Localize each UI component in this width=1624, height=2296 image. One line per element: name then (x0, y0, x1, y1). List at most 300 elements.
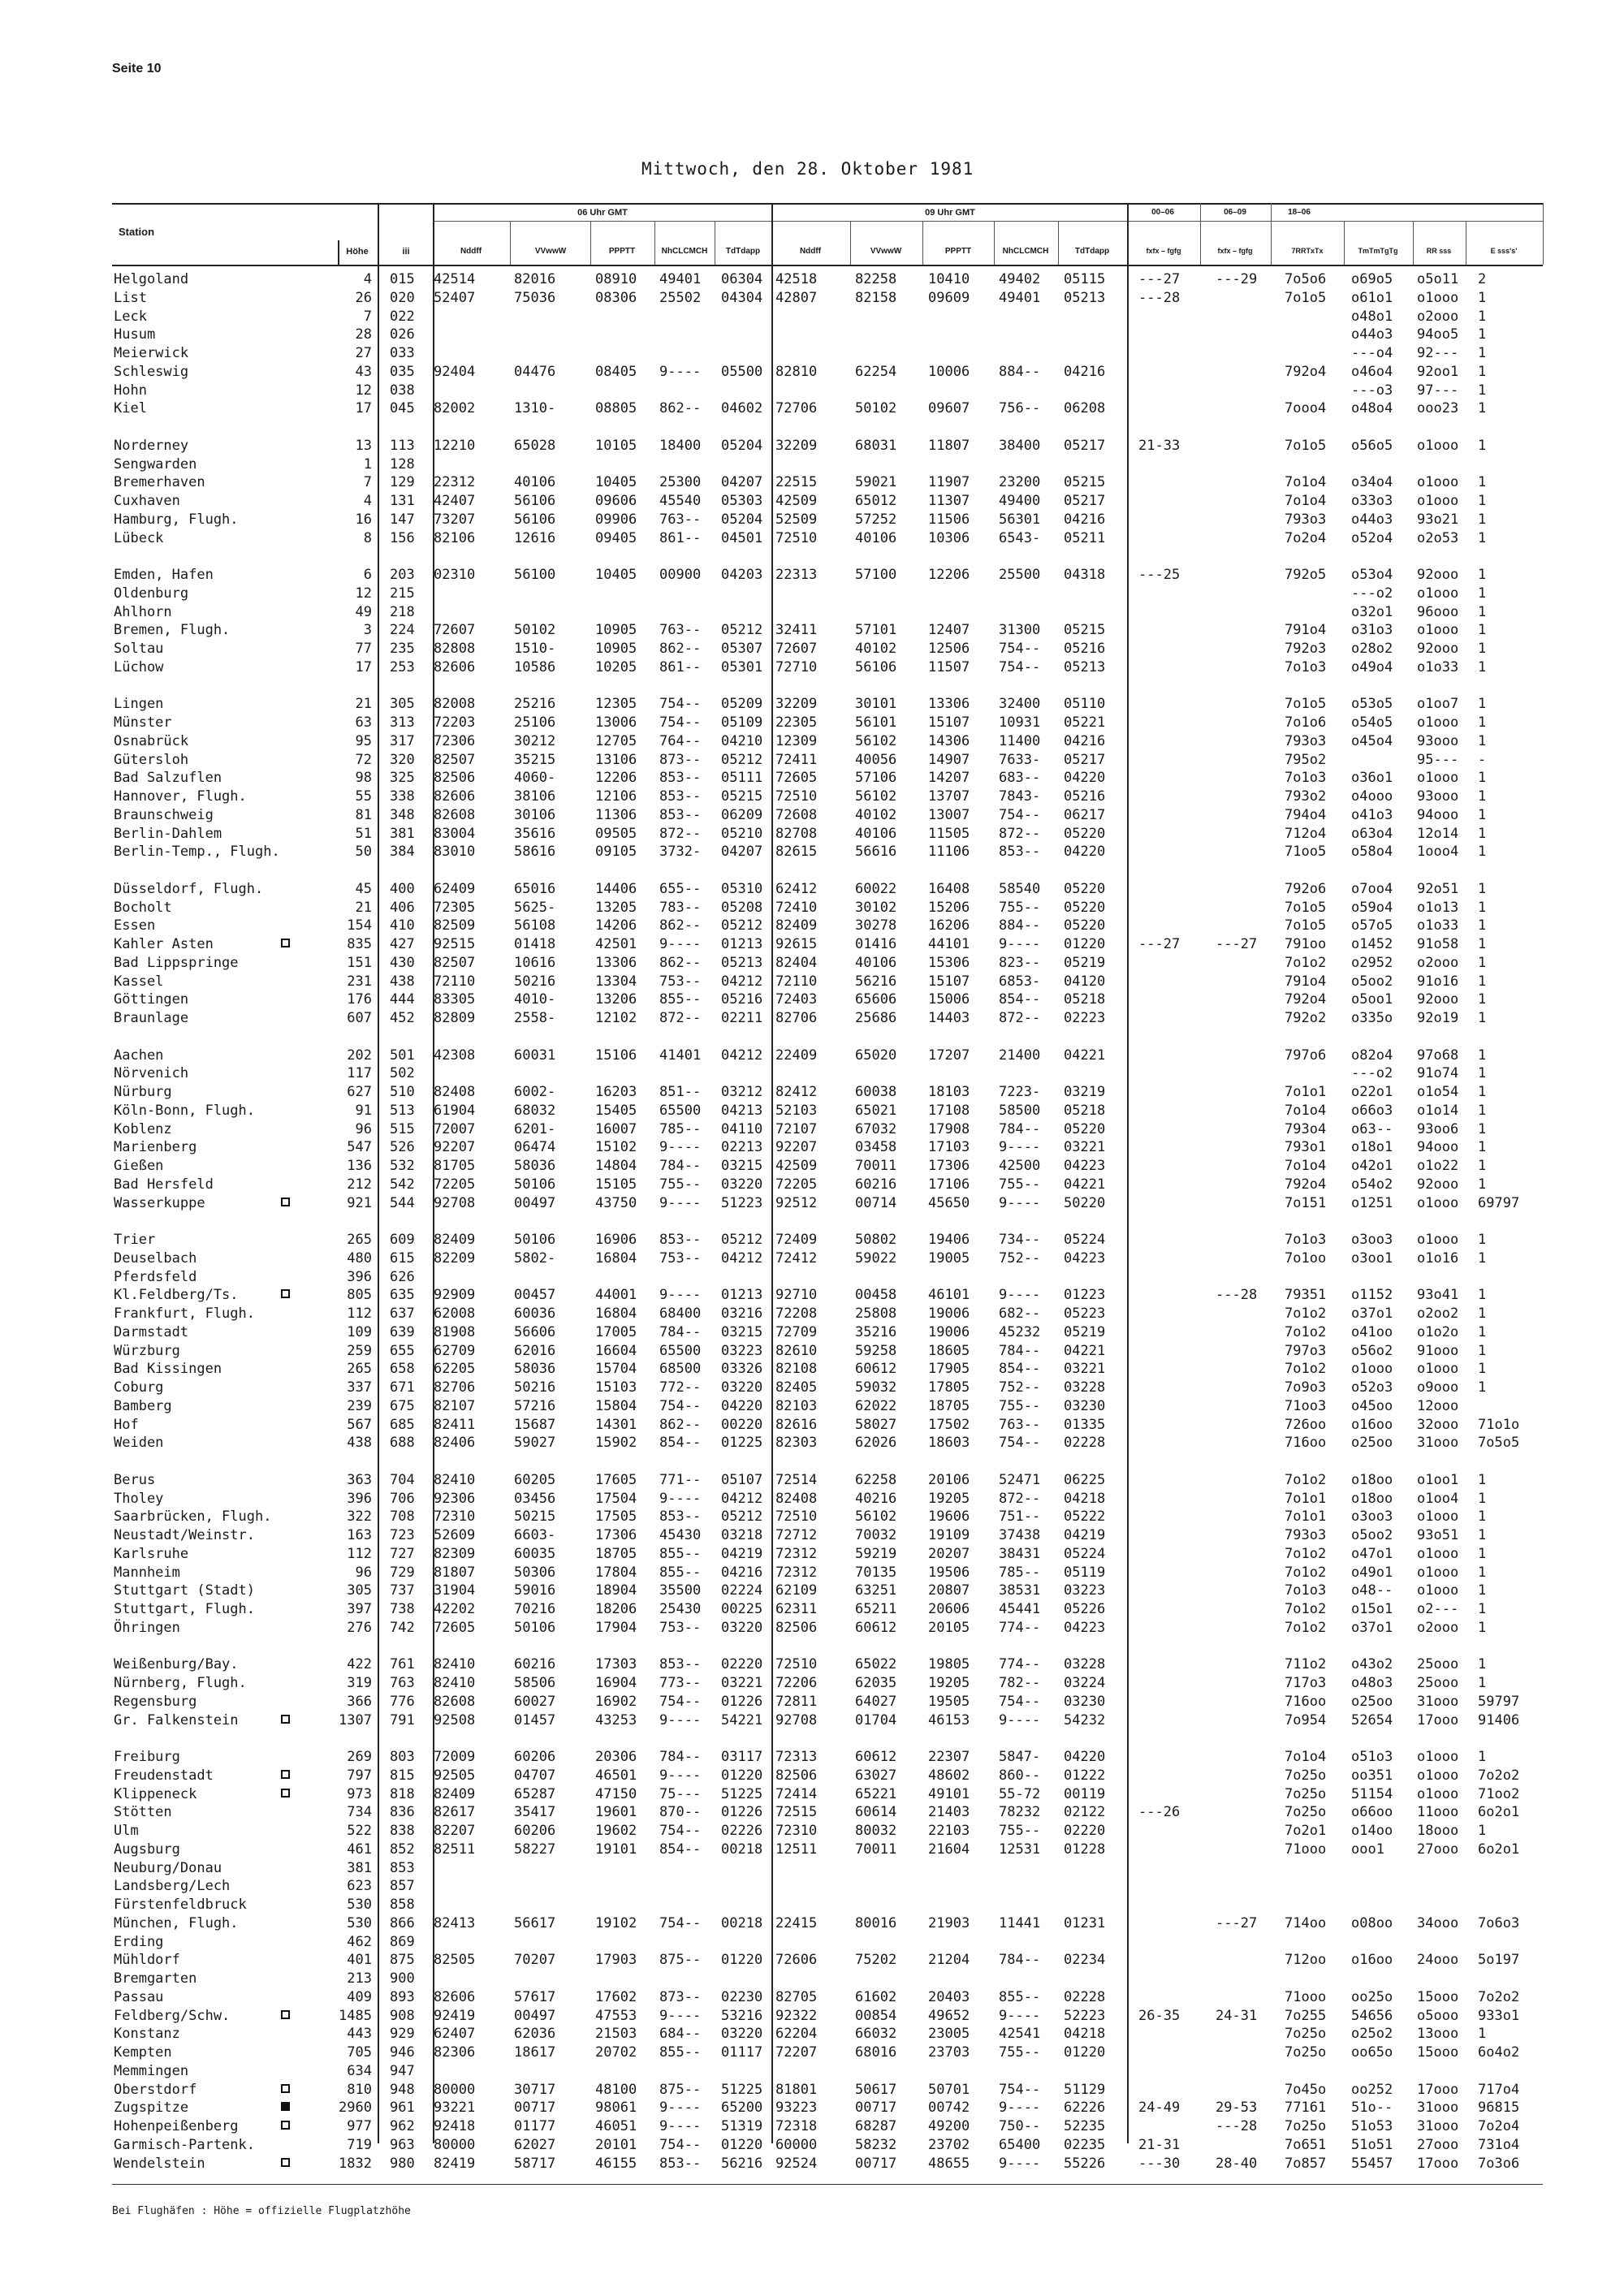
obs-09-value: 70011 (855, 1841, 897, 1858)
extreme-value: o25o2 (1351, 2026, 1393, 2042)
obs-09-value: 11307 (928, 493, 970, 509)
gust-value: 21-31 (1138, 2137, 1181, 2153)
obs-06-value: 16804 (595, 1250, 637, 1267)
station-number: 381 (390, 826, 415, 842)
obs-09-value: 49652 (928, 2008, 970, 2024)
extreme-value: 731o4 (1478, 2137, 1520, 2153)
obs-06-value: 60205 (514, 1472, 556, 1488)
station-name: List (114, 290, 147, 306)
obs-06-value: 771-- (659, 1472, 702, 1488)
obs-06-value: 50216 (514, 1379, 556, 1396)
obs-09-value: 04220 (1064, 770, 1106, 786)
obs-06-value: 03215 (721, 1158, 763, 1174)
extreme-value: o1o54 (1417, 1084, 1459, 1100)
obs-06-value: 54221 (721, 1712, 763, 1728)
extreme-value: 55457 (1351, 2156, 1393, 2172)
obs-06-value: 04210 (721, 733, 763, 749)
obs-09-value: 31300 (999, 622, 1041, 638)
obs-06-value: 83010 (434, 844, 476, 860)
station-height: 95 (355, 733, 372, 749)
obs-06-value: 12106 (595, 788, 637, 805)
station-name: Bad Hersfeld (114, 1176, 214, 1193)
obs-09-value: 754-- (999, 807, 1041, 823)
obs-09-value: 02228 (1064, 1989, 1106, 2005)
header-divider-hoehe (338, 240, 339, 265)
extreme-value: 6o2o1 (1478, 1841, 1520, 1858)
obs-09-value: 62258 (855, 1472, 897, 1488)
station-number: 836 (390, 1804, 415, 1820)
station-name: Kl.Feldberg/Ts. (114, 1287, 239, 1303)
obs-09-value: 62022 (855, 1398, 897, 1414)
obs-09-value: 92207 (775, 1139, 818, 1155)
obs-06-value: 30106 (514, 807, 556, 823)
header-rr-txtx: 7RRTxTx (1291, 247, 1324, 255)
extreme-value: 1 (1478, 807, 1487, 823)
obs-09-value: 03228 (1064, 1656, 1106, 1672)
obs-06-value: 12210 (434, 438, 476, 454)
obs-09-value: 68016 (855, 2044, 897, 2061)
obs-06-value: 19101 (595, 1841, 637, 1858)
obs-06-value: 04219 (721, 1546, 763, 1562)
obs-09-value: 44101 (928, 936, 970, 952)
obs-09-value: 872-- (999, 1491, 1041, 1507)
obs-06-value: 50102 (514, 622, 556, 638)
station-name: Münster (114, 714, 172, 731)
obs-09-value: 67032 (855, 1121, 897, 1137)
obs-09-value: 68287 (855, 2118, 897, 2134)
obs-06-value: 01457 (514, 1712, 556, 1728)
extreme-value: 6o2o1 (1478, 1804, 1520, 1820)
obs-09-value: 11506 (928, 511, 970, 528)
extreme-value: 793o3 (1285, 511, 1327, 528)
obs-09-value: 92322 (775, 2008, 818, 2024)
obs-09-value: 65022 (855, 1656, 897, 1672)
station-height: 3 (363, 622, 372, 638)
header-tdapp-a: TdTdapp (725, 247, 761, 256)
gust-value: ---27 (1138, 936, 1181, 952)
station-name: Klippeneck (114, 1786, 197, 1802)
gust-value: 29-53 (1216, 2100, 1258, 2116)
obs-09-value: 09609 (928, 290, 970, 306)
obs-09-value: 50220 (1064, 1195, 1106, 1211)
obs-06-value: 13106 (595, 752, 637, 768)
extreme-value: ooo1 (1351, 1841, 1384, 1858)
obs-06-value: 9---- (659, 2100, 702, 2116)
extreme-value: 1 (1478, 567, 1487, 583)
obs-09-value: 45441 (999, 1601, 1041, 1617)
obs-06-value: 06209 (721, 807, 763, 823)
extreme-value: o49o1 (1351, 1564, 1393, 1581)
obs-06-value: 82002 (434, 400, 476, 416)
extreme-value: 792o4 (1285, 991, 1327, 1008)
obs-06-value: 03221 (721, 1675, 763, 1691)
obs-09-value: 854-- (999, 1361, 1041, 1377)
header-tmtm: TmTmTgTg (1358, 247, 1398, 255)
station-number: 131 (390, 493, 415, 509)
divider-a3 (654, 221, 655, 265)
obs-09-value: 42509 (775, 493, 818, 509)
extreme-value: o44o3 (1351, 511, 1393, 528)
obs-09-value: 20403 (928, 1989, 970, 2005)
divider-b3 (994, 221, 995, 265)
extreme-value: o47o1 (1351, 1546, 1393, 1562)
obs-09-value: 755-- (999, 1398, 1041, 1414)
obs-06-value: 854-- (659, 1841, 702, 1858)
obs-06-value: 82706 (434, 1379, 476, 1396)
header-vvwww-b: VVwwW (870, 247, 902, 256)
extreme-value: o1ooo (1417, 1749, 1459, 1765)
obs-06-value: 9---- (659, 1491, 702, 1507)
obs-09-value: 62254 (855, 364, 897, 380)
obs-06-value: 92708 (434, 1195, 476, 1211)
obs-06-value: 65500 (659, 1103, 702, 1119)
obs-06-value: 68032 (514, 1103, 556, 1119)
extreme-value: 1 (1478, 345, 1487, 361)
obs-09-value: 12511 (775, 1841, 818, 1858)
obs-09-value: 72605 (775, 770, 818, 786)
obs-06-value: 70216 (514, 1601, 556, 1617)
divider-0609 (1271, 203, 1272, 265)
obs-06-value: 31904 (434, 1582, 476, 1599)
extreme-value: o2952 (1351, 955, 1393, 971)
obs-09-value: 00717 (855, 2100, 897, 2116)
extreme-value: - (1478, 752, 1487, 768)
extreme-value: 1 (1478, 1176, 1487, 1193)
obs-06-value: 82411 (434, 1417, 476, 1433)
obs-06-value: 08306 (595, 290, 637, 306)
obs-06-value: 09505 (595, 826, 637, 842)
extreme-value: 96ooo (1417, 604, 1459, 620)
extreme-value: o45oo (1351, 1398, 1393, 1414)
extreme-value: o56o5 (1351, 438, 1393, 454)
header-right-edge (1543, 203, 1544, 265)
obs-09-value: 860-- (999, 1767, 1041, 1784)
obs-06-value: 755-- (659, 1176, 702, 1193)
obs-06-value: 15687 (514, 1417, 556, 1433)
obs-06-value: 15105 (595, 1176, 637, 1193)
obs-09-value: 05219 (1064, 1324, 1106, 1340)
obs-09-value: 19006 (928, 1306, 970, 1322)
station-height: 176 (347, 991, 372, 1008)
obs-06-value: 05301 (721, 659, 763, 675)
obs-09-value: 35216 (855, 1324, 897, 1340)
obs-06-value: 50215 (514, 1508, 556, 1525)
station-height: 462 (347, 1934, 372, 1950)
extreme-value: o45o4 (1351, 733, 1393, 749)
obs-06-value: 57617 (514, 1989, 556, 2005)
extreme-value: o48o1 (1351, 309, 1393, 325)
obs-06-value: 92505 (434, 1767, 476, 1784)
station-number: 020 (390, 290, 415, 306)
obs-09-value: 49400 (999, 493, 1041, 509)
extreme-value: 7o5o5 (1478, 1435, 1520, 1451)
obs-06-value: 853-- (659, 2156, 702, 2172)
extreme-value: o3oo1 (1351, 1250, 1393, 1267)
station-number: 948 (390, 2082, 415, 2098)
extreme-value: 31ooo (1417, 1435, 1459, 1451)
extreme-value: 717o4 (1478, 2082, 1520, 2098)
mountain-station-square-icon (281, 1198, 290, 1206)
station-number: 427 (390, 936, 415, 952)
station-height: 77 (355, 641, 372, 657)
station-number: 224 (390, 622, 415, 638)
extreme-value: 71oo5 (1285, 844, 1327, 860)
extreme-value: 69797 (1478, 1195, 1520, 1211)
station-height: 276 (347, 1620, 372, 1636)
extreme-value: o34o4 (1351, 474, 1393, 490)
obs-06-value: 72110 (434, 973, 476, 990)
extreme-value: o1ooo (1417, 1767, 1459, 1784)
station-name: Stuttgart, Flugh. (114, 1601, 255, 1617)
obs-06-value: 03456 (514, 1491, 556, 1507)
station-name: Braunschweig (114, 807, 214, 823)
station-name: Bad Kissingen (114, 1361, 222, 1377)
obs-06-value: 04207 (721, 844, 763, 860)
station-number: 218 (390, 604, 415, 620)
obs-06-value: 81705 (434, 1158, 476, 1174)
obs-06-value: 09606 (595, 493, 637, 509)
obs-09-value: 774-- (999, 1620, 1041, 1636)
obs-06-value: 754-- (659, 714, 702, 731)
station-name: Augsburg (114, 1841, 180, 1858)
station-name: Hannover, Flugh. (114, 788, 247, 805)
extreme-value: 7o1o2 (1285, 1620, 1327, 1636)
obs-09-value: 05218 (1064, 991, 1106, 1008)
obs-06-value: 20306 (595, 1749, 637, 1765)
extreme-value: o1o33 (1417, 659, 1459, 675)
station-number: 022 (390, 309, 415, 325)
obs-06-value: 15704 (595, 1361, 637, 1377)
obs-09-value: 05213 (1064, 659, 1106, 675)
obs-06-value: 41401 (659, 1047, 702, 1064)
header-00-06: 00–06 (1151, 208, 1174, 217)
obs-09-value: 13007 (928, 807, 970, 823)
extreme-value: 1 (1478, 1250, 1487, 1267)
obs-06-value: 83305 (434, 991, 476, 1008)
station-number: 803 (390, 1749, 415, 1765)
obs-09-value: 92710 (775, 1287, 818, 1303)
station-name: Feldberg/Schw. (114, 2008, 231, 2024)
station-name: Koblenz (114, 1121, 172, 1137)
obs-09-value: 23702 (928, 2137, 970, 2153)
obs-06-value: 82413 (434, 1915, 476, 1931)
station-name: Lübeck (114, 530, 164, 546)
extreme-value: 711o2 (1285, 1656, 1327, 1672)
obs-06-value: 82410 (434, 1675, 476, 1691)
obs-06-value: 48100 (595, 2082, 637, 2098)
extreme-value: 91ooo (1417, 1343, 1459, 1359)
extreme-value: 794o4 (1285, 807, 1327, 823)
obs-09-value: 70135 (855, 1564, 897, 1581)
extreme-value: 6o4o2 (1478, 2044, 1520, 2061)
station-height: 72 (355, 752, 372, 768)
obs-06-value: 9---- (659, 1767, 702, 1784)
station-number: 875 (390, 1952, 415, 1968)
extreme-value: o49o4 (1351, 659, 1393, 675)
extreme-value: o1ooo (1417, 622, 1459, 638)
extreme-value: 7o1o2 (1285, 1361, 1327, 1377)
extreme-value: o1ooo (1417, 1564, 1459, 1581)
obs-06-value: 753-- (659, 1620, 702, 1636)
obs-09-value: 21400 (999, 1047, 1041, 1064)
station-name: Meierwick (114, 345, 189, 361)
obs-09-value: 06217 (1064, 807, 1106, 823)
obs-09-value: 52509 (775, 511, 818, 528)
obs-06-value: 56100 (514, 567, 556, 583)
extreme-value: 1 (1478, 511, 1487, 528)
extreme-value: o18oo (1351, 1491, 1393, 1507)
station-height: 136 (347, 1158, 372, 1174)
obs-06-value: 15106 (595, 1047, 637, 1064)
obs-06-value: 50216 (514, 973, 556, 990)
obs-06-value: 42202 (434, 1601, 476, 1617)
obs-06-value: 42514 (434, 271, 476, 287)
header-ff-0006: fxfx – fgfg (1146, 247, 1181, 255)
extreme-value: o4ooo (1351, 788, 1393, 805)
obs-09-value: 14207 (928, 770, 970, 786)
extreme-value: 712o4 (1285, 826, 1327, 842)
station-number: 626 (390, 1269, 415, 1285)
obs-06-value: 17505 (595, 1508, 637, 1525)
obs-06-value: 35417 (514, 1804, 556, 1820)
extreme-value: 716oo (1285, 1435, 1327, 1451)
extreme-value: 1 (1478, 2026, 1487, 2042)
obs-09-value: 48655 (928, 2156, 970, 2172)
obs-06-value: 9---- (659, 1195, 702, 1211)
obs-09-value: 11441 (999, 1915, 1041, 1931)
header-clouds-b: NhCLCMCH (1002, 247, 1049, 256)
extreme-value: 1 (1478, 1287, 1487, 1303)
station-name: Stuttgart (Stadt) (114, 1582, 255, 1599)
station-number: 980 (390, 2156, 415, 2172)
extreme-value: 1 (1478, 1472, 1487, 1488)
obs-09-value: 03230 (1064, 1694, 1106, 1710)
obs-06-value: 03216 (721, 1306, 763, 1322)
extreme-value: 1 (1478, 696, 1487, 712)
station-height: 117 (347, 1065, 372, 1081)
obs-06-value: 82608 (434, 807, 476, 823)
obs-06-value: 05212 (721, 622, 763, 638)
extreme-value: 92--- (1417, 345, 1459, 361)
obs-09-value: 72607 (775, 641, 818, 657)
obs-06-value: 65016 (514, 881, 556, 897)
obs-09-value: 06225 (1064, 1472, 1106, 1488)
extreme-value: 933o1 (1478, 2008, 1520, 2024)
extreme-value: o31o3 (1351, 622, 1393, 638)
obs-09-value: 82258 (855, 271, 897, 287)
extreme-value: oo252 (1351, 2082, 1393, 2098)
obs-09-value: 45650 (928, 1195, 970, 1211)
obs-09-value: 785-- (999, 1564, 1041, 1581)
obs-06-value: 10905 (595, 622, 637, 638)
extreme-value: 7o25o (1285, 2044, 1327, 2061)
obs-09-value: 72205 (775, 1176, 818, 1193)
station-name: Zugspitze (114, 2100, 189, 2116)
extreme-value: o1ooo (1417, 1508, 1459, 1525)
extreme-value: 31ooo (1417, 2100, 1459, 2116)
obs-06-value: 72009 (434, 1749, 476, 1765)
obs-09-value: 45232 (999, 1324, 1041, 1340)
obs-06-value: 03220 (721, 2026, 763, 2042)
obs-06-value: 08805 (595, 400, 637, 416)
extreme-value: o1152 (1351, 1287, 1393, 1303)
station-number: 962 (390, 2118, 415, 2134)
station-height: 13 (355, 438, 372, 454)
obs-06-value: 72605 (434, 1620, 476, 1636)
obs-09-value: 66032 (855, 2026, 897, 2042)
station-number: 444 (390, 991, 415, 1008)
obs-09-value: 752-- (999, 1250, 1041, 1267)
obs-09-value: 19506 (928, 1564, 970, 1581)
obs-09-value: 21403 (928, 1804, 970, 1820)
obs-09-value: 32209 (775, 696, 818, 712)
obs-06-value: 00225 (721, 1601, 763, 1617)
obs-09-value: 18603 (928, 1435, 970, 1451)
obs-06-value: 04476 (514, 364, 556, 380)
extreme-value: o41o3 (1351, 807, 1393, 823)
station-height: 109 (347, 1324, 372, 1340)
station-name: Wasserkuppe (114, 1195, 205, 1211)
obs-09-value: 72414 (775, 1786, 818, 1802)
station-number: 738 (390, 1601, 415, 1617)
extreme-value: 13ooo (1417, 2026, 1459, 2042)
obs-06-value: 17504 (595, 1491, 637, 1507)
obs-06-value: 65200 (721, 2100, 763, 2116)
obs-09-value: 60000 (775, 2137, 818, 2153)
station-height: 705 (347, 2044, 372, 2061)
station-number: 866 (390, 1915, 415, 1931)
extreme-value: 92ooo (1417, 1176, 1459, 1193)
obs-06-value: 82406 (434, 1435, 476, 1451)
station-name: Berlin-Temp., Flugh. (114, 844, 280, 860)
obs-09-value: 59219 (855, 1546, 897, 1562)
obs-09-value: 72207 (775, 2044, 818, 2061)
station-name: Aachen (114, 1047, 164, 1064)
obs-06-value: 861-- (659, 530, 702, 546)
obs-06-value: 51225 (721, 1786, 763, 1802)
obs-09-value: 04223 (1064, 1620, 1106, 1636)
station-name: Norderney (114, 438, 189, 454)
obs-09-value: 42541 (999, 2026, 1041, 2042)
obs-09-value: 62412 (775, 881, 818, 897)
obs-09-value: 57101 (855, 622, 897, 638)
obs-09-value: 20807 (928, 1582, 970, 1599)
station-name: München, Flugh. (114, 1915, 239, 1931)
station-number: 685 (390, 1417, 415, 1433)
extreme-value: o1oo7 (1417, 696, 1459, 712)
obs-09-value: 18705 (928, 1398, 970, 1414)
obs-06-value: 870-- (659, 1804, 702, 1820)
obs-09-value: 00717 (855, 2156, 897, 2172)
extreme-value: 7o151 (1285, 1195, 1327, 1211)
obs-09-value: 82506 (775, 1767, 818, 1784)
obs-06-value: 82309 (434, 1546, 476, 1562)
obs-09-value: 19505 (928, 1694, 970, 1710)
obs-06-value: 65500 (659, 1343, 702, 1359)
extreme-value: 1 (1478, 1306, 1487, 1322)
obs-09-value: 65021 (855, 1103, 897, 1119)
page-number: Seite 10 (112, 62, 162, 76)
obs-09-value: 42518 (775, 271, 818, 287)
obs-06-value: 18904 (595, 1582, 637, 1599)
station-name: Erding (114, 1934, 164, 1950)
obs-09-value: 19606 (928, 1508, 970, 1525)
extreme-value: 1 (1478, 309, 1487, 325)
obs-06-value: 16804 (595, 1306, 637, 1322)
extreme-value: 96815 (1478, 2100, 1520, 2116)
obs-06-value: 753-- (659, 973, 702, 990)
obs-06-value: 6201- (514, 1121, 556, 1137)
